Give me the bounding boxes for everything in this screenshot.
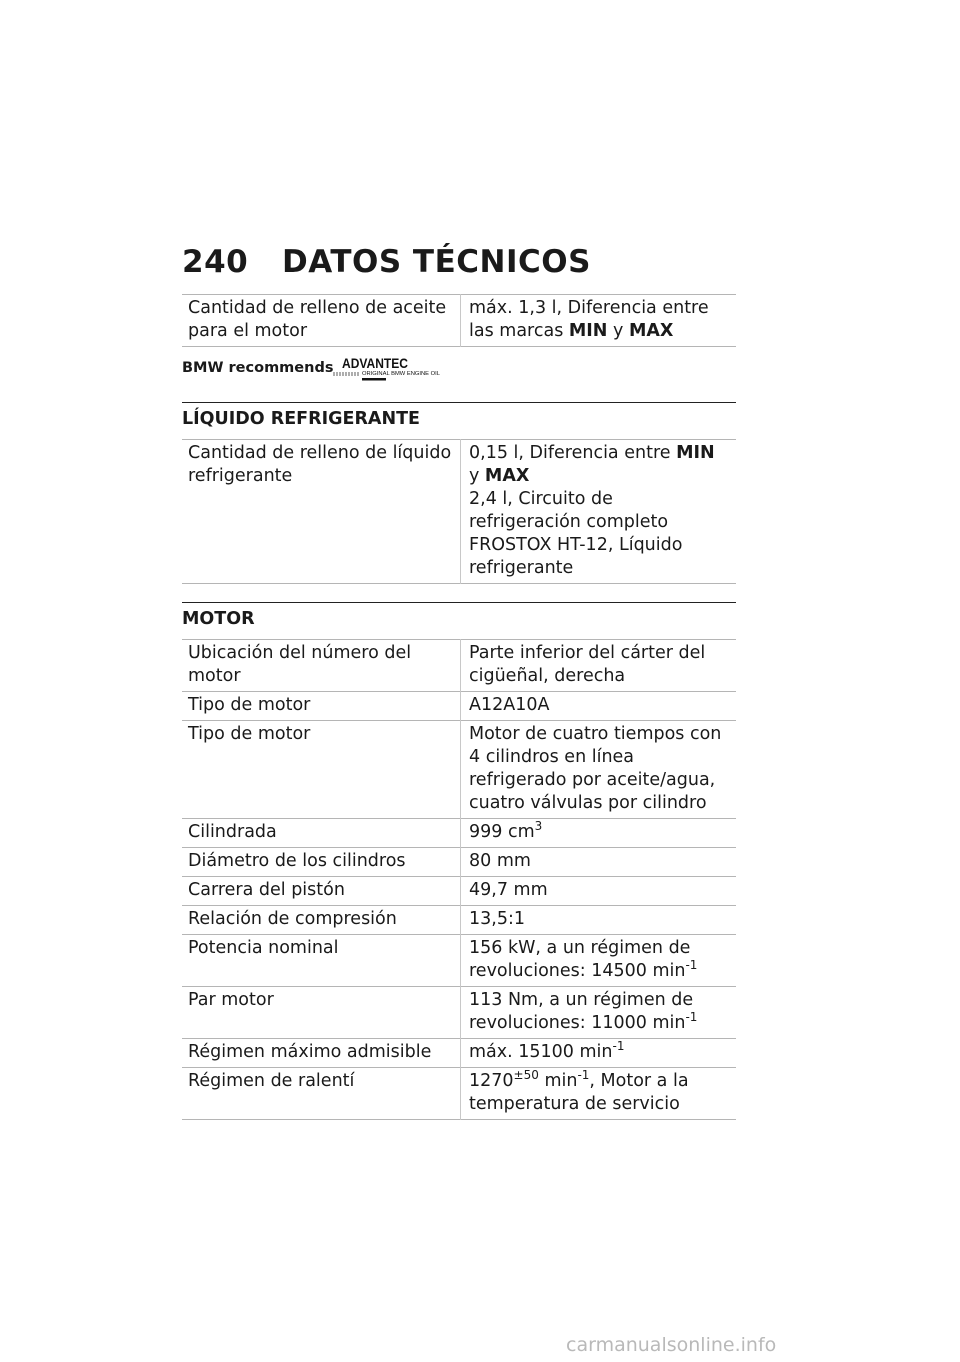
- logo-title: ADVANTEC: [342, 355, 408, 371]
- value-text: Motor de cuatro tiempos con 4 cilindros en línea refrigerado por aceite/agua, cuatro válvulas por cilindro: [469, 724, 722, 813]
- coolant-section-title: LÍQUIDO REFRIGERANTE: [182, 402, 736, 439]
- value-text: FROSTOX HT-12, Líquido refrigerante: [469, 535, 683, 578]
- value-text: 999 cm: [469, 822, 535, 842]
- spec-label: Régimen de ralentí: [188, 1071, 355, 1091]
- spec-value: [461, 819, 737, 848]
- value-text: máx. 15100 min: [469, 1042, 613, 1062]
- table-row: [182, 848, 736, 877]
- emphasis-text: MAX: [484, 466, 530, 486]
- table-row: [182, 640, 736, 692]
- spec-value: [461, 295, 737, 347]
- table-row: [182, 440, 736, 584]
- value-text: 13,5:1: [469, 909, 525, 929]
- spec-label: Cilindrada: [188, 822, 277, 842]
- spec-label: Potencia nominal: [188, 938, 339, 958]
- spec-value: [461, 987, 737, 1039]
- spec-label: Relación de compresión: [188, 909, 397, 929]
- logo-bar: [362, 378, 386, 381]
- oil-table: [182, 294, 736, 347]
- superscript: ±50: [513, 1068, 539, 1082]
- value-text: máx. 1,3 l, Diferencia entre las marcas: [469, 298, 709, 341]
- spec-value: [461, 721, 737, 819]
- spec-label: Cantidad de relleno de líquido refrigerante: [188, 443, 452, 486]
- table-row: [182, 692, 736, 721]
- table-row: [182, 721, 736, 819]
- spec-label: Tipo de motor: [188, 724, 311, 744]
- emphasis-text: MIN: [568, 321, 608, 341]
- value-text: 49,7 mm: [469, 880, 548, 900]
- value-text: 113 Nm, a un régimen de revoluciones: 11000 min: [469, 990, 694, 1033]
- logo-subtitle: ORIGINAL BMW ENGINE OIL: [362, 371, 440, 377]
- superscript: -1: [685, 958, 698, 972]
- value-text: A12A10A: [469, 695, 550, 715]
- value-text: y: [469, 466, 485, 486]
- value-text: y: [607, 321, 629, 341]
- page-title: DATOS TÉCNICOS: [282, 244, 591, 280]
- superscript: -1: [612, 1039, 625, 1053]
- table-row: [182, 1039, 736, 1068]
- table-row: [182, 906, 736, 935]
- motor-table: [182, 639, 736, 1120]
- page-header: [182, 244, 591, 280]
- spec-label: Cantidad de relleno de aceite para el motor: [188, 298, 447, 341]
- spec-value: [461, 440, 737, 584]
- emphasis-text: MAX: [628, 321, 674, 341]
- spec-label: Tipo de motor: [188, 695, 311, 715]
- value-text: 1270: [469, 1071, 514, 1091]
- table-row: [182, 877, 736, 906]
- spec-value: [461, 692, 737, 721]
- spec-value: [461, 906, 737, 935]
- spec-label: Carrera del pistón: [188, 880, 345, 900]
- coolant-table: [182, 439, 736, 584]
- superscript: -1: [685, 1010, 698, 1024]
- spec-label: Diámetro de los cilindros: [188, 851, 406, 871]
- value-text: 0,15 l, Diferencia entre: [469, 443, 677, 463]
- table-row: [182, 987, 736, 1039]
- table-row: [182, 1068, 736, 1120]
- section-gap: [182, 584, 736, 602]
- motor-section-title: MOTOR: [182, 602, 736, 639]
- emphasis-text: MIN: [676, 443, 715, 463]
- advantec-logo: [332, 355, 442, 383]
- table-row: [182, 935, 736, 987]
- superscript: -1: [577, 1068, 590, 1082]
- spec-value: [461, 935, 737, 987]
- value-text: 2,4 l, Circuito de refrigeración completo: [469, 489, 669, 532]
- value-text: 80 mm: [469, 851, 531, 871]
- content: [182, 294, 736, 1120]
- table-row: [182, 295, 736, 347]
- spec-value: [461, 1068, 737, 1120]
- spec-value: [461, 877, 737, 906]
- spec-value: [461, 848, 737, 877]
- logo-ticks: [334, 372, 358, 376]
- oil-recommendation: [182, 347, 736, 402]
- value-text: , Motor a la temperatura de servicio: [469, 1071, 689, 1114]
- superscript: 3: [534, 819, 543, 833]
- table-row: [182, 819, 736, 848]
- value-text: Parte inferior del cárter del cigüeñal, derecha: [469, 643, 706, 686]
- spec-label: Régimen máximo admisible: [188, 1042, 432, 1062]
- recommend-label: BMW recommends: [182, 360, 334, 376]
- page-number: 240: [182, 244, 249, 280]
- value-text: min: [538, 1071, 578, 1091]
- spec-value: [461, 1039, 737, 1068]
- value-text: 156 kW, a un régimen de revoluciones: 14500 min: [469, 938, 691, 981]
- spec-label: Par motor: [188, 990, 274, 1010]
- watermark: carmanualsonline.info: [566, 1334, 777, 1356]
- spec-label: Ubicación del número del motor: [188, 643, 412, 686]
- spec-value: [461, 640, 737, 692]
